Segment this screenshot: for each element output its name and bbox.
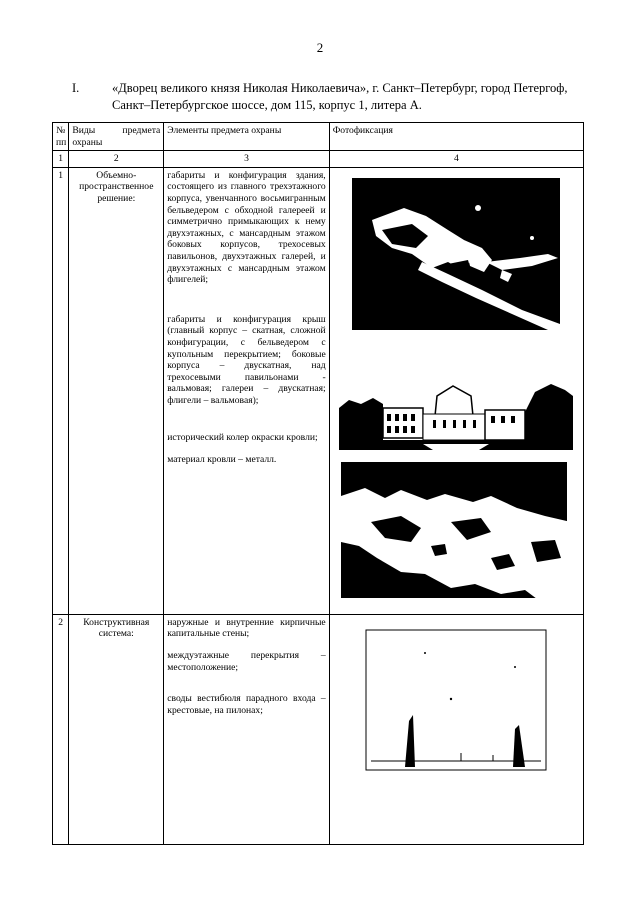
table-header-row — [53, 123, 584, 151]
header-types: Виды предмета охраны — [69, 123, 164, 151]
section-roman-numeral: I. — [72, 81, 80, 95]
header-elements: Элементы предмета охраны — [164, 123, 329, 151]
palace-facade-photo-image — [339, 378, 573, 450]
aerial-roof-photo-image — [341, 462, 571, 602]
column-number-row — [53, 151, 584, 168]
column-number-2: 2 — [69, 151, 164, 168]
row-type: Объемно-пространственное решение: — [69, 167, 164, 614]
row-number: 2 — [53, 614, 69, 844]
section-title: «Дворец великого князя Николая Николаевича», г. Санкт–Петербург, город Петергоф, Санкт–Петербургское шоссе, дом 115, корпус 1, литера А. — [112, 81, 568, 112]
column-number-3: 3 — [164, 151, 329, 168]
element-paragraph: габариты и конфигурация здания, состоящего из главного трехэтажного корпуса, увенчанного восьмигранным бельведером с обходной галереей и симметрично примыкающих к нему двухэтажных, с мансардным этажом боковых корпусов, трехосевых павильонов, двухэтажных галерей, и двухэтажных с мансардным этажом флигелей; — [167, 169, 326, 286]
row-photos — [329, 167, 583, 614]
row-number: 1 — [53, 167, 69, 614]
row-elements — [164, 167, 329, 614]
column-number-1: 1 — [53, 151, 69, 168]
header-photo: Фотофиксация — [329, 123, 583, 151]
page-number: 2 — [316, 40, 324, 55]
element-paragraph: материал кровли – металл. — [167, 454, 277, 466]
vestibule-vaults-photo-image — [365, 629, 547, 771]
row-photos — [329, 614, 583, 844]
table-row — [53, 167, 584, 614]
table-row — [53, 614, 584, 844]
element-paragraph: наружные и внутренние кирпичные капитальные стены; — [167, 616, 326, 640]
column-number-4: 4 — [329, 151, 583, 168]
protection-subject-table — [52, 122, 584, 845]
element-paragraph: междуэтажные перекрытия – местоположение; — [167, 649, 326, 673]
row-elements — [164, 614, 329, 844]
row-type: Конструктивная система: — [69, 614, 164, 844]
element-paragraph: габариты и конфигурация крыш (главный корпус – скатная, сложной конфигурации, с бельведером с купольным перекрытием; боковые корпуса – двускатная, над трехосевыми павильонами - вальмовая; галереи – двускатная; флигели – вальмовая); — [167, 313, 326, 406]
element-paragraph: своды вестибюля парадного входа – крестовые, на пилонах; — [167, 693, 326, 716]
header-num: № пп — [53, 123, 69, 151]
element-paragraph: исторический колер окраски кровли; — [167, 432, 318, 444]
aerial-photo-image — [352, 178, 560, 330]
